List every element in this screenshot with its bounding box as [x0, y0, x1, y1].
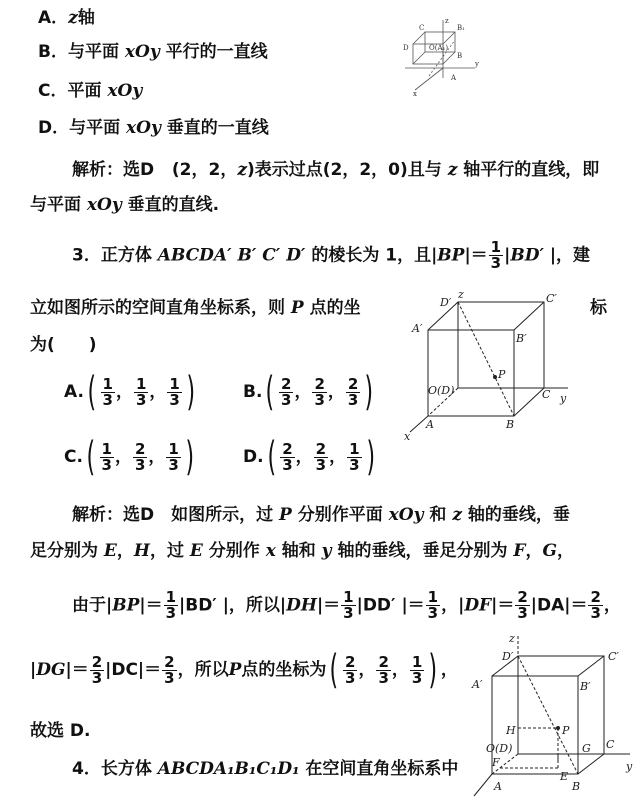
fig2-label: D′ — [440, 296, 452, 309]
solution-text: ， — [525, 541, 543, 561]
fraction — [347, 439, 361, 474]
solution-text: |＝ — [65, 660, 89, 680]
fig1-label: z — [445, 17, 449, 25]
solution-text: ， — [603, 595, 621, 616]
choice-label: C. — [64, 447, 83, 467]
fig2-label: C′ — [546, 292, 557, 305]
fraction-den: 3 — [164, 668, 175, 687]
q3-stem-line3: 为( ) — [30, 335, 97, 355]
fraction-num: 1 — [165, 588, 177, 606]
fraction-num: 1 — [490, 238, 502, 256]
comma: ， — [148, 447, 166, 467]
solution-text: |DD′ |＝ — [356, 595, 425, 616]
solution-text: )表示过点(2，2，0)且与 — [246, 160, 448, 180]
fig3-label: E — [560, 770, 569, 783]
q3-stem-line2 — [30, 296, 361, 320]
fraction — [312, 374, 326, 409]
fig3-label: C′ — [608, 650, 619, 663]
fraction — [489, 240, 503, 271]
fraction-num: 2 — [347, 374, 359, 393]
question-text: |＝ — [464, 245, 488, 266]
option-text: 平行的一直线 — [159, 42, 268, 62]
paren-left: ( — [267, 434, 276, 480]
paren-left: ( — [87, 369, 97, 415]
fraction-num: 1 — [343, 588, 354, 606]
q4-stem — [72, 757, 458, 781]
math-var: DH — [286, 595, 317, 616]
question-text: |，建 — [543, 245, 591, 266]
solution-text: ， — [116, 541, 134, 561]
fig3-label: A — [494, 780, 502, 793]
choice-a — [64, 369, 198, 415]
fraction — [279, 374, 293, 409]
fraction — [515, 590, 529, 621]
q3-solution-line2 — [30, 539, 574, 563]
fraction — [134, 374, 148, 409]
choice-c — [64, 434, 197, 480]
math-var: xOy — [388, 505, 424, 525]
solution-text: 分别作 — [202, 541, 266, 561]
choice-d — [243, 434, 378, 480]
fraction — [410, 652, 424, 687]
fraction-den: 3 — [590, 604, 601, 622]
q3-solution-line3 — [72, 590, 621, 621]
fraction — [162, 652, 176, 687]
question-text: 在空间直角坐标系中 — [299, 759, 459, 779]
solution-text: ， — [557, 541, 575, 561]
math-var: z — [68, 8, 78, 28]
paren-right: ) — [366, 434, 375, 480]
paren-right: ) — [185, 434, 194, 480]
option-text: 轴 — [77, 8, 95, 28]
fraction — [90, 652, 104, 687]
option-b — [38, 40, 268, 64]
solution-text: ，过 — [149, 541, 190, 561]
fraction — [280, 439, 294, 474]
q3-solution-line5: 故选 D. — [30, 721, 91, 741]
math-var: DG — [36, 660, 66, 680]
choice-label: B. — [243, 382, 263, 402]
solution-text: ，| — [441, 595, 465, 616]
fraction-den: 3 — [169, 390, 180, 409]
fraction — [164, 590, 178, 621]
fraction-num: 1 — [135, 374, 147, 393]
fraction — [101, 374, 115, 409]
q3-solution-line4 — [30, 647, 458, 693]
solution-text: |＝ — [491, 595, 515, 616]
solution-text: 垂直的直线. — [121, 195, 220, 215]
solution-text: |DA|＝ — [530, 595, 588, 616]
fraction — [376, 652, 390, 687]
question-number: 3．正方体 — [72, 245, 158, 266]
fig3-label: G — [582, 742, 591, 755]
comma: ， — [358, 660, 376, 680]
fraction-num: 2 — [314, 374, 325, 393]
option-text: 与平面 — [69, 118, 127, 138]
fig2-label: x — [404, 430, 411, 440]
solution-text: ， — [440, 660, 458, 680]
q2-solution-line1 — [72, 158, 599, 182]
fig2-label: O(D) — [428, 384, 455, 397]
fraction-den: 3 — [343, 604, 354, 622]
fraction-num: 2 — [282, 439, 293, 458]
q3-stem-line1 — [72, 240, 590, 271]
comma: ， — [149, 382, 167, 402]
fig2-label: y — [560, 392, 567, 405]
fraction-num: 1 — [427, 588, 439, 606]
fig3-label: B′ — [580, 680, 591, 693]
comma: ， — [115, 382, 133, 402]
comma: ， — [391, 660, 409, 680]
fig3-label: y — [626, 760, 633, 773]
fraction — [100, 439, 114, 474]
fraction-den: 3 — [314, 390, 325, 409]
solution-text: 点的坐标为 — [241, 660, 327, 680]
solution-text: |BD′ |，所以| — [179, 595, 287, 616]
math-var: F — [513, 541, 526, 561]
solution-text: |＝ — [139, 595, 163, 616]
fraction-num: 2 — [590, 588, 601, 606]
math-var: xOy — [124, 42, 160, 62]
fraction — [426, 590, 440, 621]
fig2-label: A — [426, 418, 434, 431]
math-var: DF — [464, 595, 492, 616]
fraction-num: 1 — [101, 439, 112, 458]
math-var: z — [452, 505, 462, 525]
fig3-label: B — [572, 780, 581, 793]
fraction-den: 3 — [427, 604, 439, 622]
fig1-label: x — [413, 90, 417, 96]
option-label: D． — [38, 118, 70, 138]
fig3-label: C — [606, 738, 615, 751]
fig3-label: z — [509, 632, 515, 645]
fraction-num: 2 — [517, 588, 528, 606]
q3-stem-line2-end: 标 — [590, 298, 607, 318]
fraction-num: 2 — [315, 439, 327, 458]
solution-text: 轴的垂线，垂 — [462, 505, 570, 525]
choice-label: A. — [64, 382, 84, 402]
fig3-label: H — [506, 724, 516, 737]
option-label: B． — [38, 42, 68, 62]
math-var: ABCDA′ B′ C′ D′ — [157, 245, 306, 266]
math-var: z — [447, 160, 458, 180]
question-number: 4．长方体 — [72, 759, 158, 779]
fraction-den: 3 — [135, 390, 147, 409]
fraction-num: 1 — [169, 374, 180, 393]
solution-text: ，所以 — [177, 660, 229, 680]
fraction-den: 3 — [490, 254, 502, 272]
figure-cube-solution — [462, 630, 640, 805]
fraction — [166, 439, 180, 474]
fig1-label: C — [419, 24, 425, 32]
math-var: xOy — [107, 81, 143, 101]
fraction-num: 2 — [345, 652, 356, 671]
comma: ， — [294, 382, 312, 402]
comma: ， — [295, 447, 313, 467]
option-text: 平面 — [67, 81, 108, 101]
fraction — [167, 374, 181, 409]
choice-label: D. — [243, 447, 264, 467]
solution-text: 足分别为 — [30, 541, 104, 561]
fraction-den: 3 — [282, 455, 293, 474]
fraction-den: 3 — [281, 390, 292, 409]
fig2-label: C — [542, 388, 551, 401]
fraction-den: 3 — [165, 604, 177, 622]
solution-text: 轴和 — [275, 541, 322, 561]
fig2-label: A′ — [412, 322, 423, 335]
paren-left: ( — [329, 647, 339, 693]
fraction-den: 3 — [91, 668, 103, 687]
fraction-den: 3 — [134, 455, 146, 474]
fraction-num: 2 — [164, 652, 175, 671]
math-var: P — [290, 298, 304, 318]
fraction-num: 1 — [102, 374, 113, 393]
fraction-den: 3 — [411, 668, 423, 687]
comma: ， — [329, 447, 347, 467]
math-var: xOy — [126, 118, 161, 138]
math-var: E — [103, 541, 117, 561]
paren-right: ) — [186, 369, 195, 415]
fraction-den: 3 — [102, 390, 113, 409]
fig1-label: D — [403, 44, 409, 52]
fig2-label: B′ — [516, 332, 527, 345]
fraction-num: 1 — [411, 652, 423, 671]
math-var: ABCDA₁B₁C₁D₁ — [157, 759, 300, 779]
math-var: xOy — [86, 195, 122, 215]
fig1-label: y — [475, 60, 479, 68]
math-var: z — [237, 160, 247, 180]
fraction — [343, 652, 357, 687]
math-var: P — [228, 660, 242, 680]
solution-text: 和 — [423, 505, 453, 525]
fig1-label: O(A₁) — [429, 44, 449, 52]
solution-text: 轴平行的直线，即 — [457, 160, 600, 180]
math-var: x — [265, 541, 276, 561]
comma: ， — [114, 447, 132, 467]
fraction-num: 2 — [91, 652, 103, 671]
fig3-label: P — [562, 724, 570, 737]
fig2-label: z — [458, 290, 464, 301]
paren-left: ( — [86, 434, 96, 480]
question-text: 点的坐 — [303, 298, 361, 318]
paren-right: ) — [364, 369, 374, 415]
fraction-den: 3 — [345, 668, 356, 687]
fraction-num: 2 — [378, 652, 389, 671]
fraction-den: 3 — [349, 455, 360, 474]
fraction-num: 1 — [349, 439, 360, 458]
math-var: y — [321, 541, 332, 561]
option-a — [38, 6, 95, 30]
q3-solution-line1 — [72, 503, 570, 527]
choice-b — [243, 369, 377, 415]
math-var: BD′ — [510, 245, 544, 266]
option-label: C． — [38, 81, 68, 101]
fraction-den: 3 — [101, 455, 112, 474]
fraction-den: 3 — [315, 455, 327, 474]
option-c — [38, 79, 142, 103]
solution-text: 由于| — [72, 595, 113, 616]
fig2-label: P — [498, 368, 506, 381]
solution-text: | — [30, 660, 37, 680]
paren-left: ( — [265, 369, 275, 415]
option-text: 与平面 — [67, 42, 125, 62]
comma: ， — [327, 382, 345, 402]
option-label: A． — [38, 8, 69, 28]
solution-text: 解析：选D 如图所示，过 — [72, 505, 280, 525]
solution-text: |DC|＝ — [105, 660, 162, 680]
question-text: 的棱长为 1，且| — [305, 245, 438, 266]
math-var: E — [189, 541, 203, 561]
question-text: | — [504, 245, 511, 266]
fraction — [346, 374, 360, 409]
fig2-label: B — [506, 418, 515, 431]
paren-right: ) — [428, 647, 438, 693]
solution-text: 分别作平面 — [291, 505, 389, 525]
fraction-num: 1 — [168, 439, 179, 458]
fraction-den: 3 — [517, 604, 528, 622]
fig1-label: B₁ — [457, 24, 465, 32]
fraction-num: 2 — [134, 439, 146, 458]
fig3-label: F — [492, 756, 500, 769]
figure-cube-p — [400, 290, 580, 440]
fraction — [314, 439, 328, 474]
math-var: P — [279, 505, 292, 525]
math-var: G — [542, 541, 558, 561]
option-d — [38, 116, 269, 140]
math-var: BP — [437, 245, 465, 266]
figure-small-cube — [395, 16, 485, 96]
fig1-label: B — [457, 52, 463, 60]
math-var: BP — [112, 595, 140, 616]
solution-text: |＝ — [316, 595, 341, 616]
fraction — [588, 590, 602, 621]
solution-label: 解析：选D — [72, 160, 155, 180]
q2-solution-line2 — [30, 193, 219, 217]
solution-text: 与平面 — [30, 195, 87, 215]
fig1-label: A — [451, 74, 457, 82]
fraction-den: 3 — [347, 390, 359, 409]
fig3-label: A′ — [472, 678, 483, 691]
solution-text: (2，2， — [171, 160, 238, 180]
fraction-num: 2 — [281, 374, 292, 393]
fraction — [133, 439, 147, 474]
fraction-den: 3 — [378, 668, 389, 687]
fraction-den: 3 — [168, 455, 179, 474]
fraction — [341, 590, 355, 621]
option-text: 垂直的一直线 — [160, 118, 269, 138]
fig3-label: O(D) — [486, 742, 513, 755]
math-var: H — [133, 541, 150, 561]
question-text: 立如图所示的空间直角坐标系，则 — [30, 298, 291, 318]
fig3-label: D′ — [502, 650, 514, 663]
solution-text: 轴的垂线，垂足分别为 — [331, 541, 514, 561]
